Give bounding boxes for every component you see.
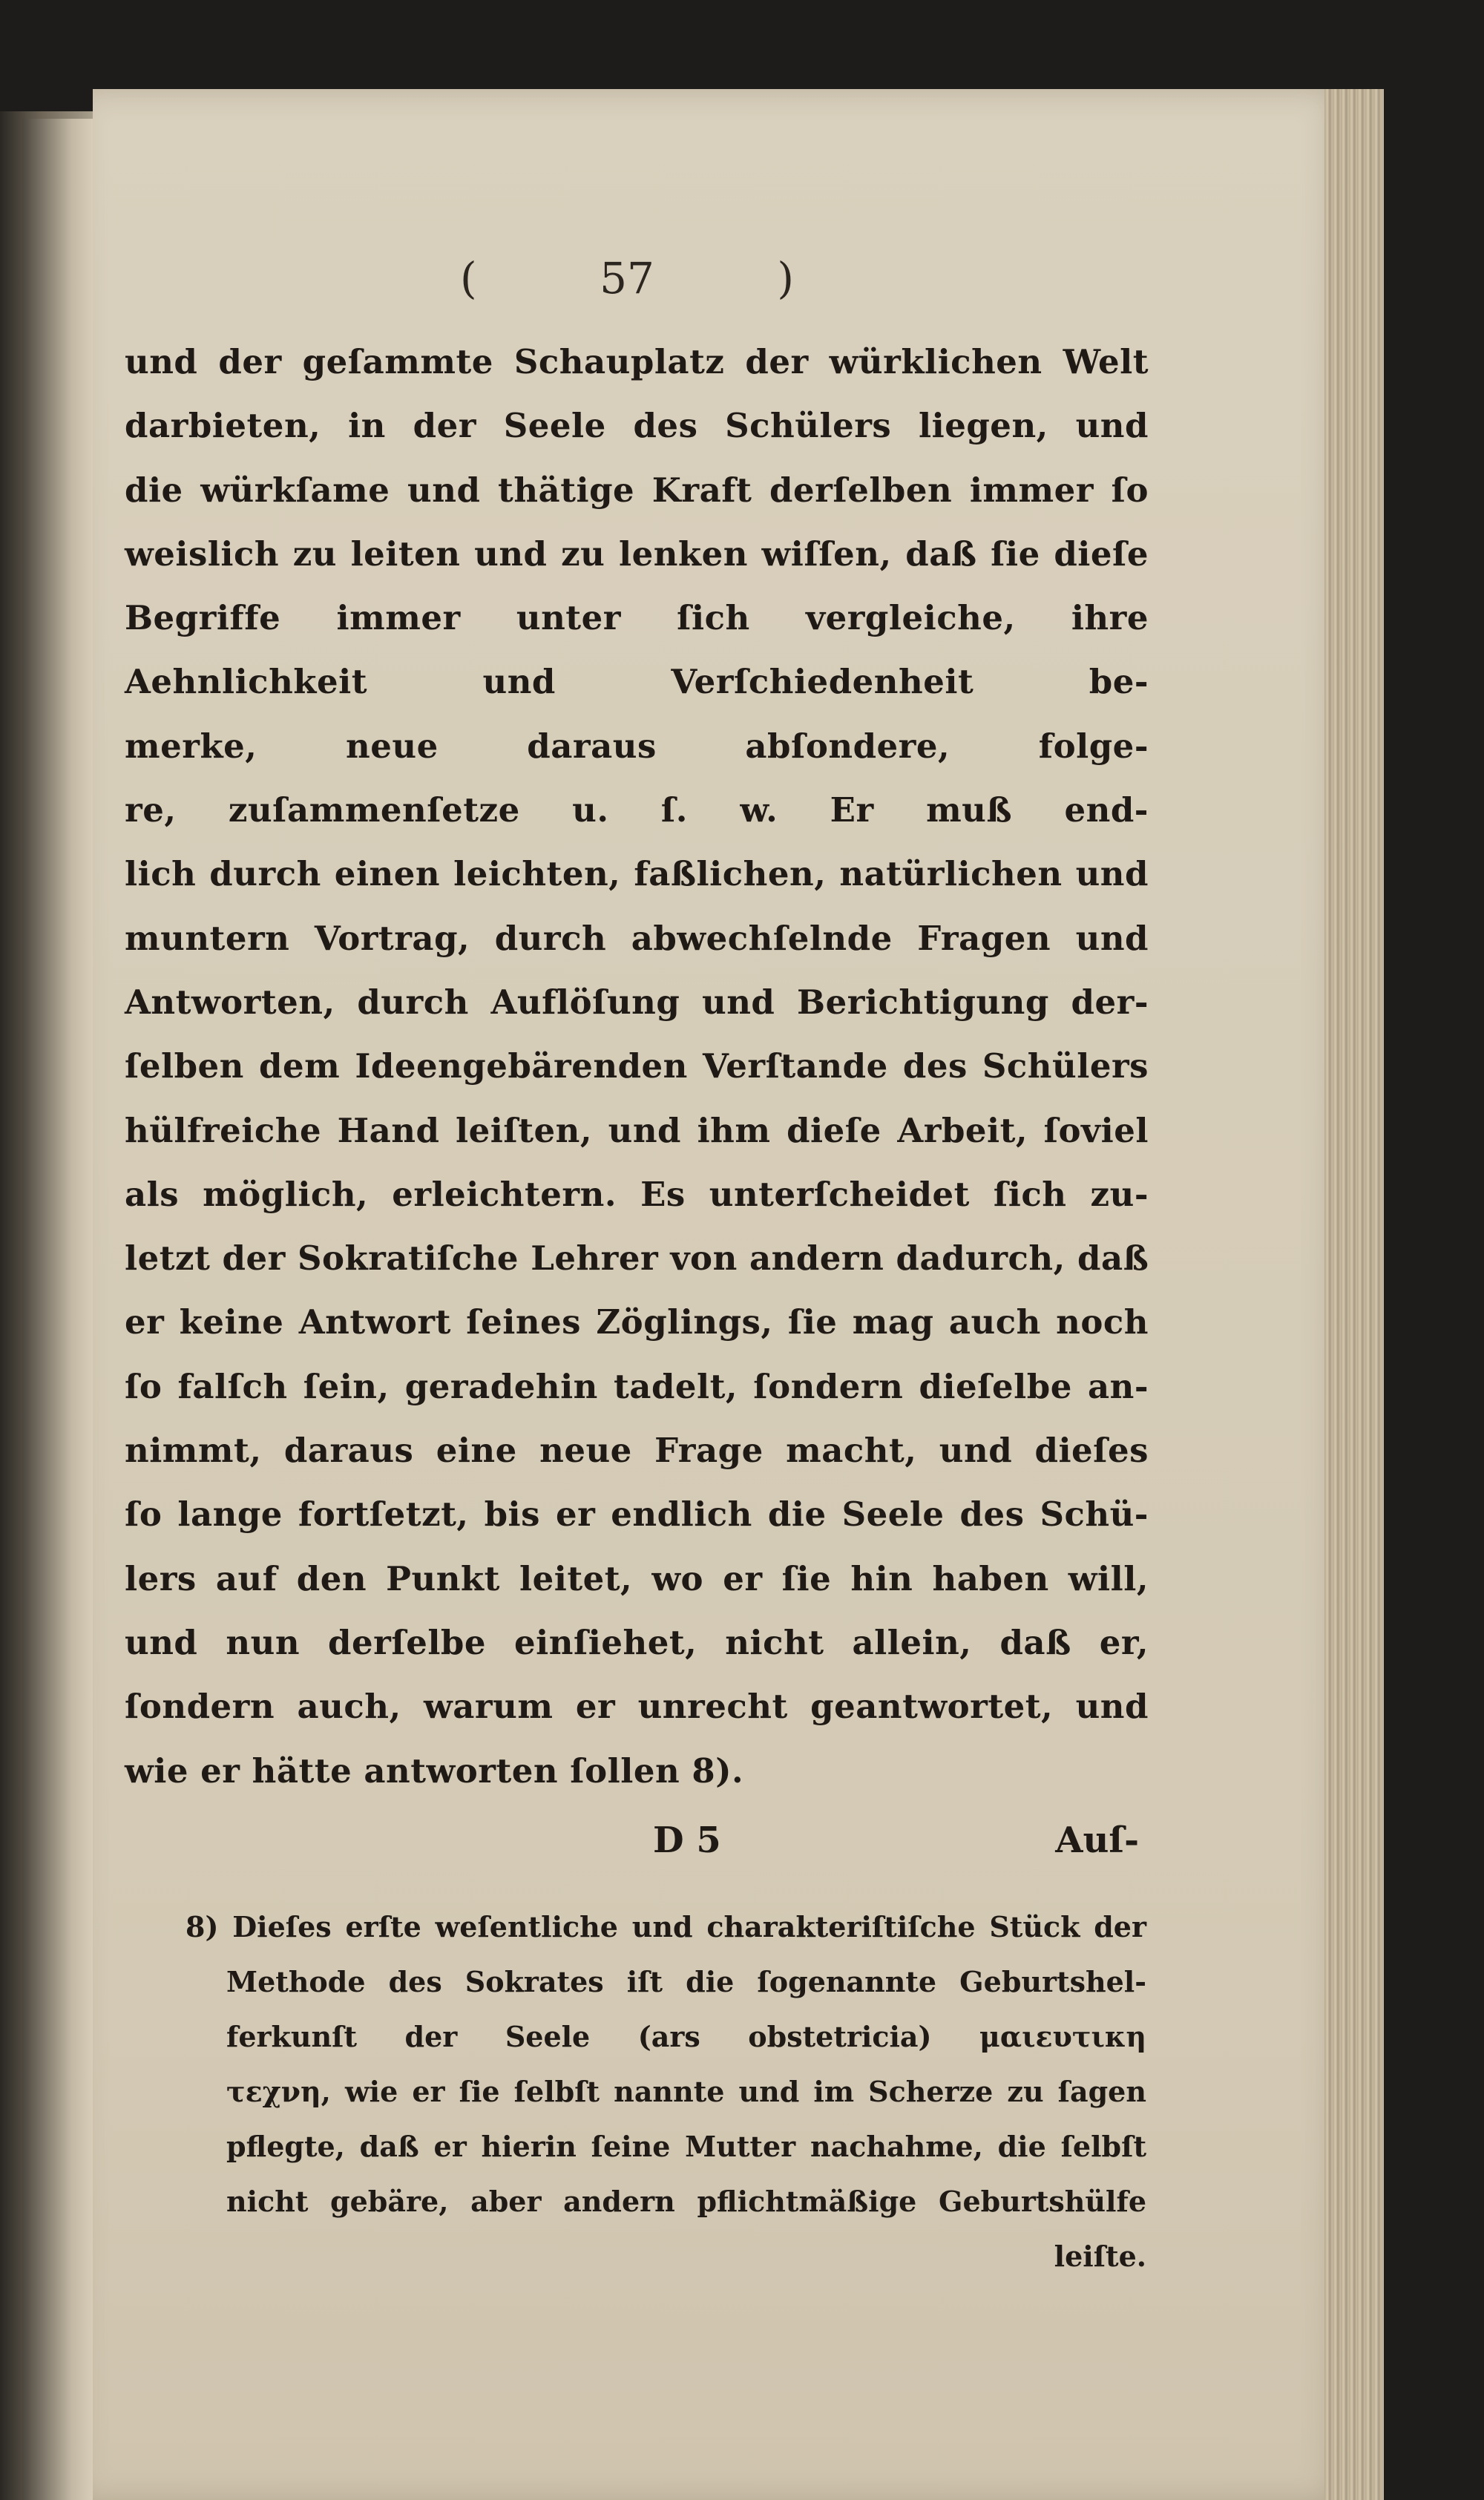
text-line: muntern Vortrag, durch abwechſelnde Fragen und [125,918,1149,958]
text-line: Antworten, durch Auflöſung und Berichtigung der- [125,982,1149,1022]
page-stack-edge [1324,89,1384,2500]
footnote-line: ferkunſt der Seele (ars obstetricia) μαιευτικη [226,2020,1146,2053]
footnote-line: 8) Dieſes erſte weſentliche und charakteriſtiſche Stück der [186,1910,1146,1943]
footnote-line: pflegte, daß er hierin ſeine Mutter nachahme, die ſelbſt [226,2130,1146,2163]
paren-open: ( [460,253,477,304]
text-line: ſo lange fortſetzt, bis er endlich die Seele des Schü- [125,1495,1149,1535]
page-number: 57 [600,253,654,304]
text-line: weislich zu leiten und zu lenken wiſſen, daß ſie dieſe [125,534,1149,574]
book-gutter [22,119,93,2500]
text-line: als möglich, erleichtern. Es unterſcheidet ſich zu- [125,1174,1149,1214]
footnote [186,1900,1146,2284]
footnote-line: τεχνη, wie er ſie ſelbſt nannte und im Scherze zu ſagen [226,2075,1146,2108]
text-line: re, zuſammenſetze u. ſ. w. Er muß end- [125,790,1149,830]
text-line: er keine Antwort ſeines Zöglings, ſie mag auch noch [125,1302,1149,1342]
catchword: Auſ- [1055,1820,1139,1861]
text-line: lich durch einen leichten, faßlichen, natürlichen und [125,854,1149,894]
text-line: wie er hätte antworten ſollen 8). [125,1751,744,1791]
text-line: ſelben dem Ideengebärenden Verſtande des Schülers [125,1046,1149,1086]
text-line: ſo falſch ſein, geradehin tadelt, ſondern dieſelbe an- [125,1366,1149,1406]
page-number-header [460,245,794,312]
footnote-line: nicht gebäre, aber andern pflichtmäßige Geburtshülfe [226,2185,1146,2218]
footnote-line: leiſte. [1054,2240,1146,2273]
text-line: Aehnlichkeit und Verſchiedenheit be- [125,662,1149,702]
footnote-line: Methode des Sokrates iſt die ſogenannte Geburtshel- [226,1965,1146,1998]
paren-close: ) [777,253,794,304]
main-text [125,330,1149,1803]
text-line: hülfreiche Hand leiſten, und ihm dieſe Arbeit, ſoviel [125,1110,1149,1150]
text-line: lers auf den Punkt leitet, wo er ſie hin haben will, [125,1558,1149,1598]
text-line: letzt der Sokratiſche Lehrer von andern dadurch, daß [125,1238,1149,1279]
text-line: und der geſammte Schauplatz der würklichen Welt [125,342,1149,381]
text-line: ſondern auch, warum er unrecht geantwortet, und [125,1687,1149,1727]
text-line: merke, neue daraus abſondere, folge- [125,726,1149,766]
text-line: Begriffe immer unter ſich vergleiche, ihre [125,598,1149,638]
signature-mark: D 5 [653,1820,721,1861]
signature-line [653,1811,1139,1870]
text-line: nimmt, daraus eine neue Frage macht, und dieſes [125,1431,1149,1471]
text-line: die würkſame und thätige Kraft derſelben immer ſo [125,470,1149,510]
text-line: und nun derſelbe einſiehet, nicht allein, daß er, [125,1622,1149,1662]
text-line: darbieten, in der Seele des Schülers liegen, und [125,406,1149,446]
